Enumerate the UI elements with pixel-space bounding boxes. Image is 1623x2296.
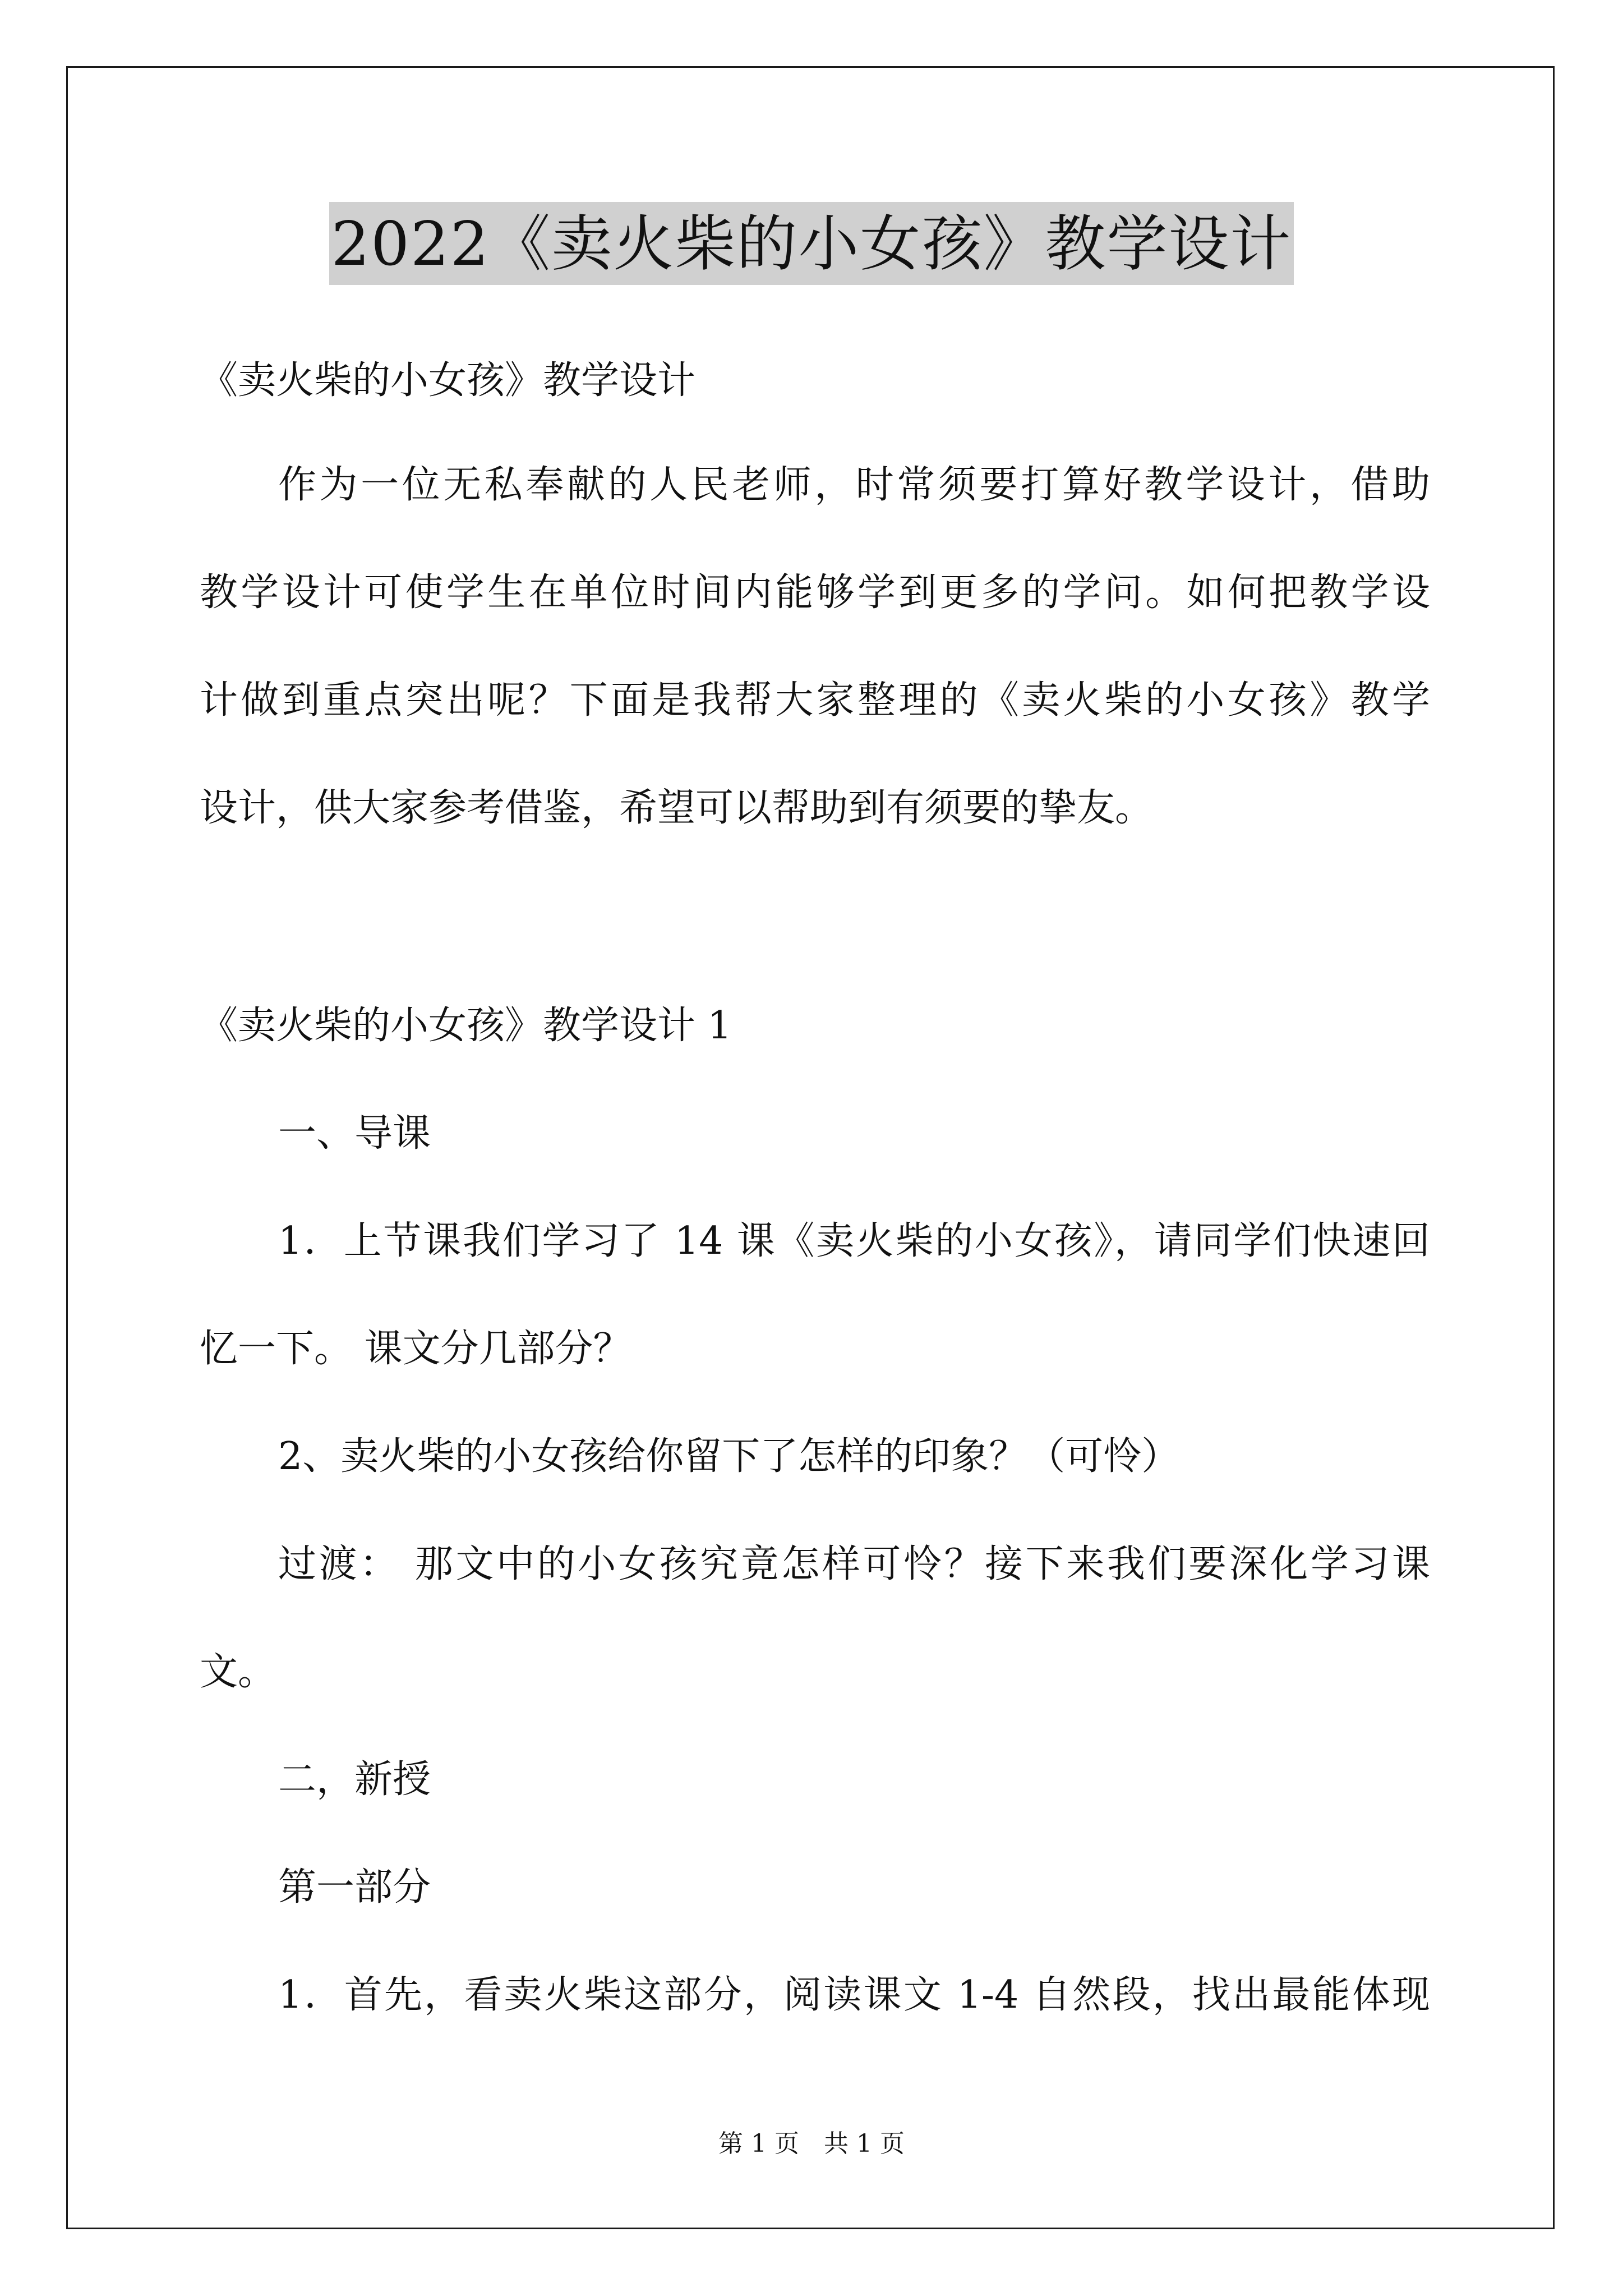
item-1-line-2: 忆一下。 课文分几部分？	[200, 1327, 631, 1371]
item-3: 1．首先，看卖火柴这部分，阅读课文 1-4 自然段，找出最能体现	[278, 1973, 1430, 2017]
part-one-heading: 第一部分	[278, 1865, 431, 1910]
document-subtitle: 《卖火柴的小女孩》教学设计	[200, 358, 696, 403]
item-2: 2、卖火柴的小女孩给你留下了怎样的印象？（可怜）	[278, 1434, 1180, 1479]
intro-line-2: 教学设计可使学生在单位时间内能够学到更多的学问。如何把教学设	[200, 570, 1430, 615]
transition-line-1: 过渡： 那文中的小女孩究竟怎样可怜？接下来我们要深化学习课	[278, 1542, 1430, 1586]
transition-line-2: 文。	[200, 1650, 276, 1694]
intro-line-4: 设计，供大家参考借鉴，希望可以帮助到有须要的挚友。	[200, 786, 1154, 830]
page-footer: 第 1 页 共 1 页	[718, 2129, 905, 2158]
document-title: 2022《卖火柴的小女孩》教学设计	[329, 202, 1294, 285]
item-1-line-1: 1．上节课我们学习了 14 课《卖火柴的小女孩》，请同学们快速回	[278, 1219, 1430, 1263]
title-container	[0, 202, 1623, 285]
heading-lead-in: 一、导课	[278, 1111, 431, 1156]
intro-line-1: 作为一位无私奉献的人民老师，时常须要打算好教学设计，借助	[278, 463, 1430, 507]
heading-new-lesson: 二，新授	[278, 1757, 431, 1802]
section-title: 《卖火柴的小女孩》教学设计 1	[200, 1004, 732, 1048]
intro-line-3: 计做到重点突出呢？下面是我帮大家整理的《卖火柴的小女孩》教学	[200, 678, 1430, 723]
